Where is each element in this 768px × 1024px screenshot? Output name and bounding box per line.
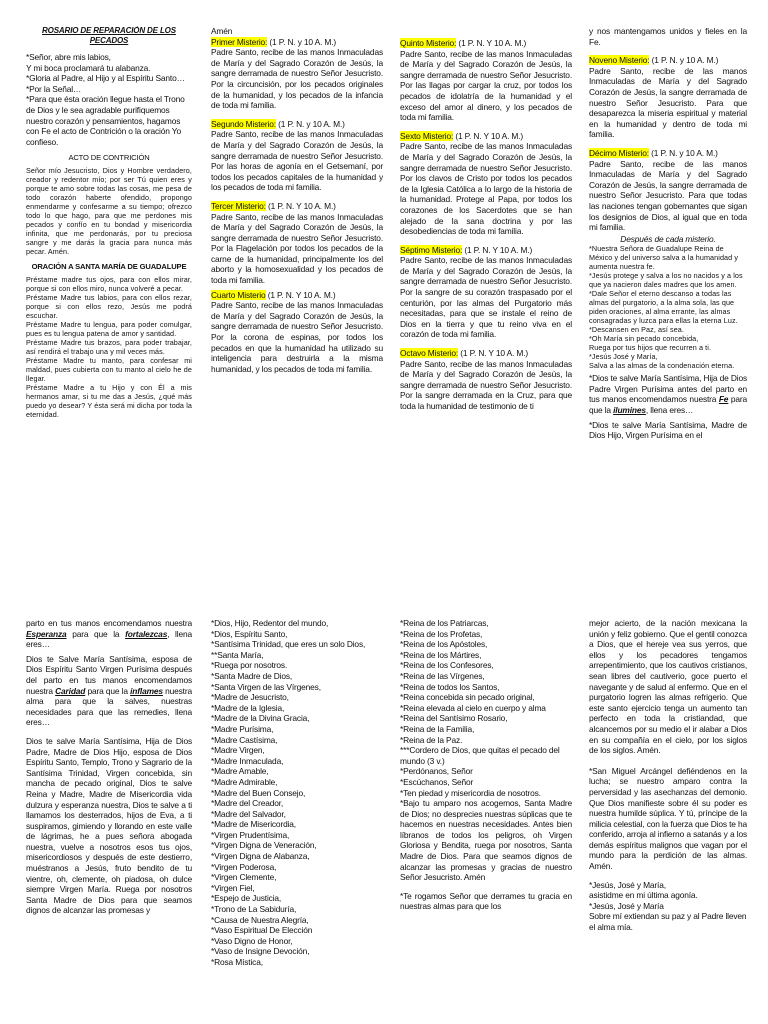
hail-mary-text: , llena eres… [26,628,192,650]
mystery-10 [589,148,747,233]
column-1-bottom [26,618,192,1024]
litany-list-1 [211,618,383,968]
litany-item: *Reina de las Vírgenes, [400,670,485,681]
mystery-label: Sexto Misterio: [400,130,454,141]
litany-item: *Ruega por nosotros. [211,660,288,671]
guadalupe-title: ORACIÓN A SANTA MARÍA DE GUADALUPE [31,261,187,271]
litany-item: *Reina de los Apóstoles, [400,639,488,650]
column-2-top [211,26,383,574]
litany-item: *Madre Virgen, [211,745,265,756]
litany-item: *Madre del Creador, [211,798,284,809]
litany-item: *Madre de Misericordia, [211,819,296,830]
salve-regina: Dios te salve María Santísima, Hija de Dios Padre, Madre de Dios Hijo, esposa de Dios Espíritu Santo, Templo, Trono y Sagrario de la Santísima Trinidad, Virgen concebida, sin mancha de pecado original, Dios te salve Reina y Madre, Madre de Misericordia vida dulzura y esperanza nuestra, Dios te salve a ti llamamos los desterrados, hijos de Eva, a ti suspiramos, gimiendo y llorando en este valle de lágrimas, he a pues señora abogada nuestra, vuelve a nosotros esos tus ojos, misericordiosos y después de este destierro, muéstranos a Jesús, fruto bendito de tu vientre, oh, clemente, oh piadosa, oh dulce siempre Virgen María. Ruega por nosotros Santa Madre de Dios para que seamos dignos de alcanzar las promesas y [26,735,192,916]
column-1-top [26,26,192,574]
litany-item: *Vaso Espiritual De Elección [211,925,313,936]
after-mystery-line: Ruega por tus hijos que recurren a ti. [589,343,712,353]
mystery-text: Padre Santo, recibe de las manos Inmaculadas de María y del Sagrado Corazón de Jesús, la sangre derramada de nuestro Señor Jesucristo. Por los clavos de Cristo por todos los pecados de la Iglesia Católica a lo largo de la historia de la humanidad. Protege al Papa, por todos los corazones de los Sacerdotes que se han alejado de la sana doctrina y por las desobediencias de toda mi familia. [400,141,572,237]
litany-item: *Madre del Buen Consejo, [211,787,306,798]
mystery-3 [211,201,383,286]
mystery-label: Tercer Misterio: [211,200,266,211]
mystery-ref: (1 P. N. y 10 A. M.) [648,147,718,158]
litany-item: *Reina elevada al cielo en cuerpo y alma [400,702,546,713]
after-mystery-line: *Jesús protege y salva a los no nacidos y a los que ya nacieron dales madres que los amen. [589,271,743,290]
litany-item: *Virgen Digna de Veneración, [211,840,317,851]
after-mystery-line: *Nuestra Señora de Guadalupe Reina de México y del universo salva a la humanidad y aumenta nuestra fe. [589,244,739,272]
column-4-top [589,26,747,574]
litany-item: *Trono de La Sabiduría, [211,904,297,915]
hail-mary-text: parto en tus manos encomendamos nuestra [26,618,192,628]
litany-item: *Madre Amable, [211,766,269,777]
mystery-text: Padre Santo, recibe de las manos Inmaculadas de María y del Sagrado Corazón de Jesús, la sangre derramada de nuestro Señor Jesucristo. Para que desaparezca la miseria espiritual y material en la humanidad y dentro de toda mi familia. [589,65,747,140]
litany-item: *Escúchanos, Señor [400,776,474,787]
litany-item: *Reina de la Familia, [400,723,475,734]
mystery-text: Padre Santo, recibe de las manos Inmaculadas de María y del Sagrado Corazón de Jesús, la sangre derramada de nuestro Señor Jesucristo. Para que todas las naciones tengan gobernantes que sigan los designios de Dios, al igual que en toda mi familia. [589,158,747,233]
litany-item: *Reina de los Profetas, [400,628,483,639]
closing-line: *Jesús, José y María, [589,879,666,890]
mystery-label: Octavo Misterio: [400,348,459,359]
litany-item: *Espejo de Justicia, [211,893,282,904]
hail-mary-text: , llena eres… [645,405,694,416]
mystery-label: Séptimo Misterio: [400,244,463,255]
intro-line: *Señor, abre mis labios, [26,52,111,62]
litany-item: *Ten piedad y misericordia de nosotros. [400,787,541,798]
mystery-label: Noveno Misterio: [589,55,650,66]
hail-mary-charity [26,654,192,728]
closing-line: Sobre mí extiendan su paz y al Padre lleven el alma mía. [589,911,747,933]
litany-list-2 [400,618,572,798]
litany-item: *Santa Madre de Dios, [211,670,293,681]
litany-item: *Madre Admirable, [211,776,278,787]
amen-line: Amén [211,26,233,36]
continuation-text: y nos mantengamos unidos y fieles en la Fe. [589,26,747,47]
litany-item: *Madre de la Iglesia, [211,702,285,713]
mystery-ref: (1 P. N. Y 10 A. M.) [456,38,527,48]
guadalupe-verse: Préstame Madre tu lengua, para poder comulgar, pues es tu lengua patena de amor y santidad. [26,319,192,338]
guadalupe-prayer [26,275,192,419]
mystery-ref: (1 P. N. Y 10 A. M.) [453,130,524,141]
litany-item: *Vaso de Insigne Devoción, [211,946,310,957]
after-each-mystery-heading: Después de cada misterio. [620,233,716,244]
hail-mary-hope [26,618,192,650]
litany-item: *Madre Castísima, [211,734,278,745]
litany-item: *Dios, Hijo, Redentor del mundo, [211,618,329,628]
guadalupe-verse: Préstame Madre tu manto, para confesar mi maldad, pues cubierta con tu manto al cielo he de llegar. [26,355,192,383]
intro-line: Y mi boca proclamará tu alabanza. [26,62,151,73]
mystery-6 [400,131,572,237]
mystery-ref: (1 P. N. y 10 A. M.) [275,118,345,129]
litany-item: **Santa María, [211,649,264,660]
closing-petitions: mejor acierto, de la nación mexicana la unión y feliz gobierno. Que el gentil conozca a Dios, que el hereje vea sus yerros, que ellos y los pecadores tengamos arrepentimiento, que los cautivos cristianos, sean libres del cautiverio, goce puerto el navegante y de salud al enfermo. Que en el purgatorio logren las almas refrigerio. Que este santo ejercicio tenga un aumento tan perfecto en toda la cristiandad, que alcancemos por su medio el ir alabar a Dios en su compañía en el cielo, por los siglos de los siglos. Amén. [589,618,747,756]
hail-mary-text: para que la [85,685,131,696]
litany-item: *Causa de Nuestra Alegría, [211,914,309,925]
opening-prayers [26,52,192,147]
intro-line: *Gloria al Padre, al Hijo y al Espíritu Santo… [26,73,185,84]
litany-item: *Virgen Fiel, [211,882,255,893]
column-3-top [400,38,572,586]
litany-item: *Rosa Mística, [211,957,263,967]
mystery-text: Padre Santo, recibe de las manos Inmaculadas de María y del Sagrado Corazón de Jesús, la sangre derramada de nuestro Señor Jesucristo. Por las horas de agonía en el Getsemaní, por todos los pecados capitales de la humanidad y los pecados de toda mi familia. [211,129,383,193]
closing-line: *Jesús, José y María [589,900,664,911]
hail-mary-text: Dios te Salve María Santísima, esposa de Dios Espíritu Santo Virgen Purísima después del parto en tus manos encomendamos nuestra [26,653,192,696]
grace-prayer: *Te rogamos Señor que derrames tu gracia en nuestras almas para que los [400,890,572,912]
mystery-ref: (1 P. N. y 10 A. M.) [267,36,337,47]
mystery-1 [211,37,383,111]
litany-item: *Madre Purísima, [211,723,274,734]
after-mystery-line: Salva a las almas de la condenación eterna. [589,361,735,371]
mystery-text: Padre Santo, recibe de las manos Inmaculadas de María y del Sagrado Corazón de Jesús, la sangre derramada de nuestro Señor Jesucristo. Por la Flagelación por todos los pecados de la carne de la humanidad, principalmente los del aborto y la homosexualidad y los pecados de toda mi familia. [211,211,383,286]
mystery-text: Padre Santo, recibe de las manos Inmaculadas de María y del Sagrado Corazón de Jesús, la sangre derramada de nuestro Señor Jesucristo. Por las llagas por cargar la cruz, por todos los pecados de idolatría de la humanidad y el exceso del amor al dinero, y los pecados de toda mi familia. [400,48,572,123]
litany-item: *Virgen Prudentísima, [211,829,290,840]
virtue-charity: Caridad [55,685,86,696]
mystery-2 [211,119,383,193]
litany-item: *Virgen Clemente, [211,872,277,883]
mystery-ref: (1 P. N. y 10 A. M.) [649,55,719,66]
mystery-text: Padre Santo, recibe de las manos Inmaculadas de María y del Sagrado Corazón de Jesús, la sangre derramada de nuestro Señor Jesucristo. Por la sangre de su corazón traspasado por el centurión, por las almas del Purgatorio más necesitadas, para que se instale el reino de Dios en la tierra y que tu reino viva en el corazón de toda mi familia. [400,255,572,340]
after-mystery-line: *Jesús José y María, [589,352,658,362]
virtue-verb-strengthen: fortalezcas [125,628,168,639]
mystery-label: Primer Misterio: [211,36,268,47]
litany-item: *Reina de los Patriarcas, [400,618,489,628]
after-mystery-line: *Oh María sin pecado concebida, [589,334,699,344]
mystery-ref: (1 P. N. Y 10 A. M.) [462,244,533,255]
mystery-label: Segundo Misterio: [211,118,276,129]
mystery-5 [400,38,572,123]
litany-item: *Madre de Jesucristo, [211,692,289,703]
contricion-text: Señor mío Jesucristo, Dios y Hombre verdadero, creador y redentor mío; por ser Tú quien eres y porque te amo sobre todas las cosas, me pesa de todo corazón haberte ofendido, propongo enmendarme y confesarme a su tiempo; ofrezco todo lo que hago, para que me perdones mis pecados y confío en tu bondad y misericordia infinita, que me perdonarás, por tu preciosa sangre y me darás la gracia para nunca más pecar. Amén. [26,165,192,256]
column-4-bottom [589,618,747,1024]
mystery-7 [400,245,572,340]
litany-item: *Reina de todos los Santos, [400,681,500,692]
virtue-verb-inflame: inflames [130,685,163,696]
sub-tuum-prayer: *Bajo tu amparo nos acogemos, Santa Madre de Dios; no desprecies nuestras súplicas que te hacemos en nuestras necesidades. Antes bien líbranos de todos los peligros, oh Virgen Gloriosa y Bendita, ruega por nosotros, Santa Madre de Dios. Para que seamos dignos de alcanzar las promesas y gracias de nuestro Señor Jesucristo. Amén [400,798,572,883]
after-mystery-prayers [589,244,747,370]
mystery-8 [400,348,572,412]
litany-item: *Dios, Espíritu Santo, [211,628,288,639]
mystery-label: Décimo Misterio: [589,147,649,158]
mystery-9 [589,55,747,140]
litany-item: *Perdónanos, Señor [400,766,473,777]
column-3-bottom [400,618,572,1024]
litany-item: *Madre de la Divina Gracia, [211,713,310,724]
litany-item: *Santísima Trinidad, que eres un solo Dios, [211,639,366,650]
virtue-faith: Fe [718,394,729,405]
litany-item: *Reina de la Paz. [400,734,463,745]
litany-item: *Virgen Poderosa, [211,861,277,872]
after-mystery-line: *Dale Señor el eterno descanso a todas las almas del purgatorio, a la alma sola, las que piden oraciones, al alma errante, las almas consagradas y luzca para ellas la eterna Luz. [589,289,738,326]
litany-item: ***Cordero de Dios, que quitas el pecado del mundo (3 v.) [400,745,560,766]
column-2-bottom [211,618,383,1024]
guadalupe-verse: Préstame Madre tus labios, para con ellos rezar, porque si con ellos rezo, Jesús me podrá escuchar. [26,292,192,320]
litany-item: *Reina concebida sin pecado original, [400,692,535,703]
hail-mary-text: para que la [589,394,747,416]
mystery-text: Padre Santo, recibe de las manos Inmaculadas de María y del Sagrado Corazón de Jesús, la sangre derramada de nuestro Señor Jesucristo. Por la sangre derramada en la Cruz, para que toda la humanidad de testimonio de ti [400,358,572,411]
mystery-label: Quinto Misterio: [400,38,457,48]
hail-mary-text: *Dios te salve María Santísima, Hija de Dios Padre Virgen Purísima antes del parto en tus manos encomendamos nuestra [589,373,747,405]
mystery-text: Padre Santo, recibe de las manos Inmaculadas de María y del Sagrado Corazón de Jesús, la sangre derramada de nuestro Señor Jesucristo. Por la circuncisión, por los pecados originales de la humanidad, y los pecados de la infancia de toda mi familia. [211,47,383,111]
litany-item: *Madre del Salvador, [211,808,286,819]
litany-item: *Vaso Digno de Honor, [211,935,293,946]
jesus-joseph-mary-prayer [589,880,747,933]
mystery-ref: (1 P. N. Y 10 A. M.) [265,200,336,211]
closing-line: asistidme en mi última agonía. [589,890,698,901]
mystery-ref: (1 P. N. Y 10 A. M.) [458,348,529,359]
guadalupe-verse: Préstame Madre tus brazos, para poder trabajar, así rendirá el trabajo una y mil veces más. [26,337,192,356]
mystery-4 [211,290,383,375]
hail-mary-son: *Dios te salve María Santísima, Madre de Dios Hijo, Virgen Purísima en el [589,419,747,441]
after-mystery-line: *Descansen en Paz, así sea. [589,325,684,335]
guadalupe-verse: Préstame madre tus ojos, para con ellos mirar, porque si con ellos miro, nunca volveré a pecar. [26,274,192,293]
litany-item: *Madre Inmaculada, [211,755,284,766]
hail-mary-text: nuestra alma para que la salves, nuestras necesidades para que las remedies, llena eres… [26,685,192,728]
virtue-hope: Esperanza [26,628,67,639]
mystery-ref: (1 P. N. Y 10 A. M.) [265,289,336,300]
mystery-label: Cuarto Misterio [211,289,266,300]
virtue-verb-illuminate: ilumines [613,405,646,416]
hail-mary-faith [589,373,747,415]
litany-item: *Reina de los Confesores, [400,660,494,671]
mystery-text: Padre Santo, recibe de las manos Inmaculadas de María y del Sagrado Corazón de Jesús, la sangre derramada de nuestro Señor Jesucristo. Por la corona de espinas, por todos los pecados en que la humanidad ha utilizado su inteligencia para destruirla a la misma humanidad, y los pecados de toda mi familia. [211,300,383,374]
hail-mary-text: para que la [66,628,126,639]
litany-item: *Virgen Digna de Alabanza, [211,851,310,862]
intro-line: *Para que ésta oración llegue hasta el Trono de Dios y le sea agradable purifiquemos nuestro corazón y pensamientos, hagamos con Fe el acto de Contrición o la oración Yo confieso. [26,94,185,147]
document-title: ROSARIO DE REPARACIÓN DE LOS PECADOS [42,26,176,45]
saint-michael-prayer: *San Miguel Arcángel defiéndenos en la lucha; se nuestro amparo contra la perversidad y las asechanzas del demonio. Que Dios manifieste sobre él su poder es nuestra humilde súplica. Y tú, príncipe de la milicia celestial, con la fuerza que Dios te ha conferido, arroja al infierno a satanás y a los demás espíritus malignos que vagan por el mundo para la perdición de las almas. Amén. [589,765,747,872]
contricion-title: ACTO DE CONTRICIÓN [68,153,150,163]
litany-item: *Reina de los Mártires, [400,649,482,660]
guadalupe-verse: Préstame Madre a tu Hijo y con Él a mis hermanos amar, si tu me das a Jesús, ¿qué más puedo yo desear? Y ésta será mi dicha por toda la eternidad. [26,382,192,419]
litany-item: *Santa Virgen de las Vírgenes, [211,681,321,692]
litany-item: *Reina del Santísimo Rosario, [400,713,508,724]
intro-line: *Por la Señal… [26,83,82,94]
